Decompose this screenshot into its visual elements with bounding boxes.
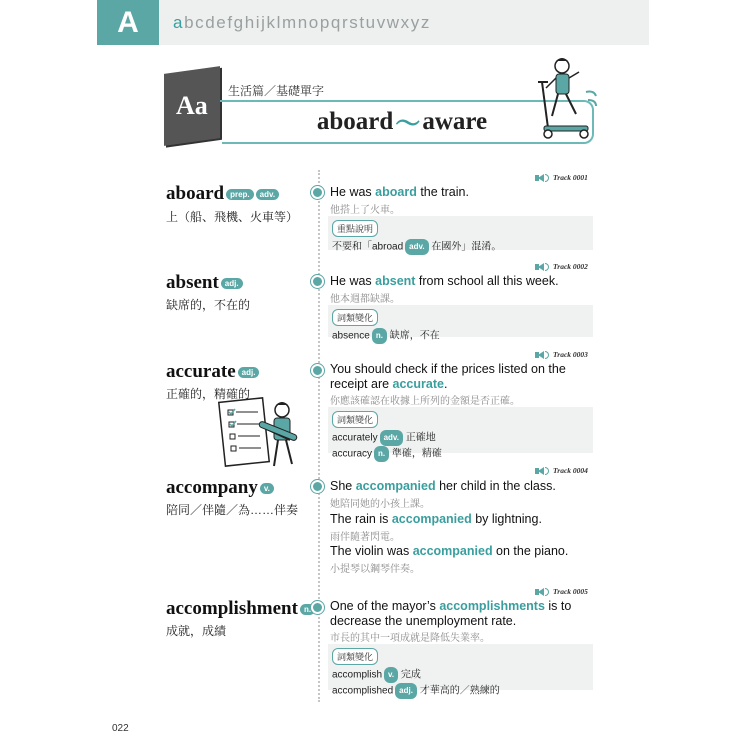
range-separator: ～ [395,111,421,138]
speaker-icon[interactable] [535,174,549,182]
pos-badge: prep. [226,189,254,200]
example-translation: 市長的其中一項成就是降低失業率。 [330,633,490,644]
headword-meaning: 上（船、飛機、火車等） [166,210,299,224]
example-translation: 小提琴以鋼琴伴奏。 [330,564,420,575]
note-line: 不要和「abroad adv. 在國外」混淆。 [332,239,589,255]
note-tag: 詞類變化 [332,648,378,665]
note-tag: 詞類變化 [332,411,378,428]
track-label [535,262,588,271]
headword-text: aboard [166,183,225,204]
track-label [535,587,588,596]
note-line: accomplished adj. 才華高的／熟練的 [332,683,589,699]
example-sentence: One of the mayor’s accomplishments is to decrease the unemployment rate. [330,599,572,628]
headword-meaning: 正確的，精確的 [166,387,251,401]
headword-text: absent [166,272,219,293]
headword-text: accompany [166,477,258,498]
pos-badge: n. [300,604,315,615]
headword-meaning: 陪同／伴隨／為……伴奏 [166,503,299,517]
pos-badge: v. [260,483,274,494]
track-number: Track 0001 [553,173,588,182]
example-sentence: He was aboard the train. [330,185,469,199]
track-number: Track 0003 [553,350,588,359]
speaker-icon[interactable] [535,467,549,475]
note-line: accuracy n. 準確，精確 [332,446,589,462]
aa-label: Aa [176,91,208,120]
scooter-person-illustration [528,52,598,142]
speaker-icon[interactable] [535,588,549,596]
track-label [535,466,588,475]
track-number: Track 0005 [553,587,588,596]
headword [166,361,259,383]
example-sentence: He was absent from school all this week. [330,274,559,288]
example-translation: 他本週都缺課。 [330,294,400,305]
timeline-dot [311,186,324,199]
pos-badge: adj. [221,278,243,289]
checklist-person-illustration [218,392,308,474]
headword-meaning: 缺席的，不在的 [166,298,251,312]
track-label [535,350,588,359]
example-translation: 他搭上了火車。 [330,205,400,216]
track-number: Track 0004 [553,466,588,475]
page-number: 022 [112,723,129,734]
headword [166,272,243,294]
timeline-dot [311,601,324,614]
alphabet-rest: bcdefghijklmnopqrstuvwxyz [184,12,431,32]
headword-text: accurate [166,361,236,382]
timeline-dot [311,480,324,493]
range-to: aware [422,108,488,135]
timeline-dot [311,275,324,288]
note-line: absence n. 缺席，不在 [332,328,589,344]
speaker-icon[interactable] [535,263,549,271]
alphabet-strip [159,0,649,45]
timeline-line [318,170,320,702]
category-label: 生活篇／基礎單字 [228,84,325,98]
headword-text: accomplishment [166,598,298,619]
track-label [535,173,588,182]
aa-badge [164,66,220,146]
section-letter: A [97,0,159,45]
note-box [328,644,593,697]
example-sentence: The violin was accompanied on the piano. [330,544,569,558]
note-box [328,305,593,342]
example-sentence: She accompanied her child in the class. [330,479,556,493]
example-translation: 雨伴隨著閃電。 [330,532,400,543]
note-tag: 詞類變化 [332,309,378,326]
example-sentence: The rain is accompanied by lightning. [330,512,542,526]
headword [166,183,279,205]
pos-badge: adv. [256,189,279,200]
note-line: accomplish v. 完成 [332,667,589,683]
track-number: Track 0002 [553,262,588,271]
example-translation: 她陪同她的小孩上課。 [330,499,430,510]
pos-badge: adj. [238,367,260,378]
headword [166,598,315,620]
note-box [328,407,593,460]
note-box [328,216,593,253]
speaker-icon[interactable] [535,351,549,359]
headword-meaning: 成就，成績 [166,624,227,638]
headword [166,477,274,499]
range-from: aboard [316,108,394,135]
alphabet-current: a [173,12,185,32]
note-tag: 重點說明 [332,220,378,237]
example-translation: 你應該確認在收據上所列的金額是否正確。 [330,396,520,407]
note-line: accurately adv. 正確地 [332,430,589,446]
timeline-dot [311,364,324,377]
example-sentence: You should check if the prices listed on the receipt are accurate. [330,362,566,391]
